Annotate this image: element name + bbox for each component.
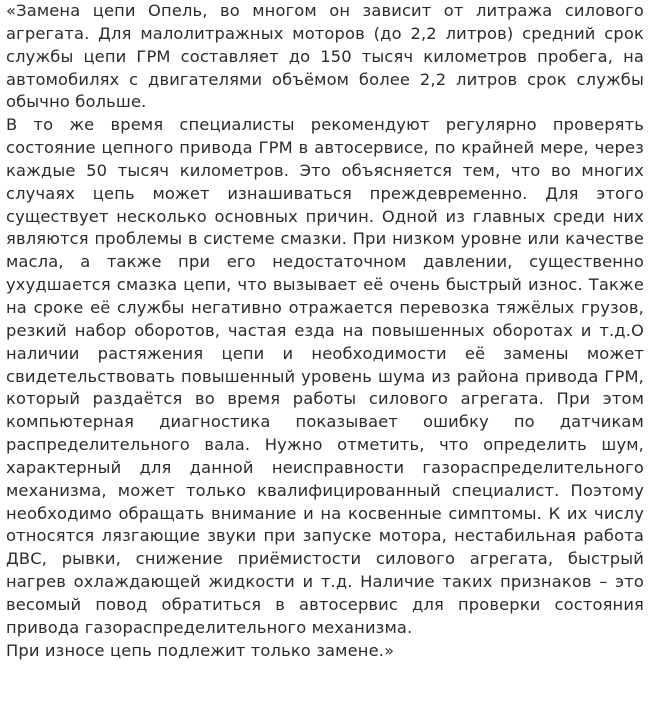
paragraph-inspection: В то же время специалисты рекомендуют регулярно проверять состояние цепного привода ГРМ в автосервисе, по крайней мере, через каждые 50 тысяч километров. Это объясняется тем, что во многих случаях цепь может изнашиваться преждевременно. Для этого существует несколько основных причин. Одной из главных среди них являются проблемы в системе смазки. При низком уровне или качестве масла, а также при его недостаточном давлении, существенно ухудшается смазка цепи, что вызывает её очень быстрый износ. Также на сроке её службы негативно отражается перевозка тяжёлых грузов, резкий набор оборотов, частая езда на повышенных оборотах и т.д.О наличии растяжения цепи и необходимости её замены может свидетельствовать повышенный уровень шума из района привода ГРМ, который раздаётся во время работы силового агрегата. При этом компьютерная диагностика показывает ошибку по датчикам распределительного вала. Нужно отметить, что определить шум, характерный для данной неисправности газораспределительного механизма, может только квалифицированный специалист. Поэтому необходимо обращать внимание и на косвенные симптомы. К их числу относятся лязгающие звуки при запуске мотора, нестабильная работа ДВС, рывки, снижение приёмистости силового агрегата, быстрый нагрев охлаждающей жидкости и т.д. Наличие таких признаков – это весомый повод обратиться в автосервис для проверки состояния привода газораспределительного механизма. <box>6 115 644 637</box>
paragraph-mileage: «Замена цепи Опель, во многом он зависит от литража силового агрегата. Для малолитражных моторов (до 2,2 литров) средний срок службы цепи ГРМ составляет до 150 тысяч километров пробега, на автомобилях с двигателями объёмом более 2,2 литров срок службы обычно больше. <box>6 1 644 112</box>
paragraph-conclusion: При износе цепь подлежит только замене.» <box>6 640 395 660</box>
